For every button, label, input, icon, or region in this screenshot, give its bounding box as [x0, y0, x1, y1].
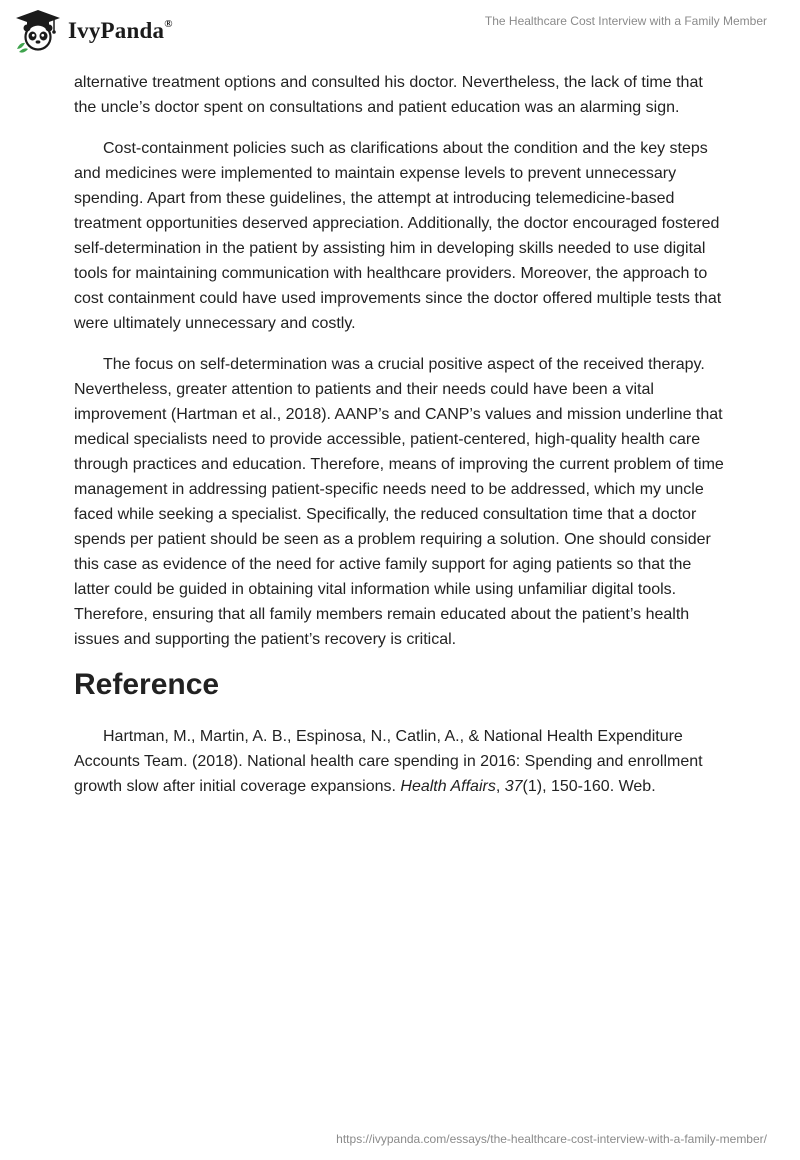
reference-heading: Reference [74, 668, 220, 701]
paragraph-self-determination: The focus on self-determination was a crucial positive aspect of the received therapy. Nevertheless, greater attention to patients and their needs could have been a vital improvement (Hartman et al., 2018). AANP’s and CANP’s values and mission underline that medical specialists need to provide accessible, patient-centered, high-quality health care through practices and education. Therefore, means of improving the current problem of time management in addressing patient-specific needs need to be addressed, which my uncle faced while seeking a specialist. Specifically, the reduced consultation time that a doctor spends per patient should be seen as a problem requiring a solution. One should consider this case as evidence of the need for active family support for aging patients so that the latter could be guided in obtaining vital information while using unfamiliar digital tools. Therefore, ensuring that all family members remain educated about the patient’s health issues and supporting the patient’s recovery is critical. [74, 356, 724, 648]
journal-volume: 37 [504, 778, 523, 795]
document-title: The Healthcare Cost Interview with a Family Member [484, 14, 767, 28]
paragraph-cost-containment: Cost-containment policies such as clarifications about the condition and the key steps and medicines were implemented to maintain expense levels to prevent unnecessary spending. Apart from these guidelines, the attempt at introducing telemedicine-based treatment opportunities deserved appreciation. Additionally, the doctor encouraged fostered self-determination in the patient by assisting him in developing skills needed to use digital tools for maintaining communication with healthcare providers. Moreover, the approach to cost containment could have used improvements since the doctor offered multiple tests that were ultimately unnecessary and costly. [74, 140, 722, 332]
journal-title: Health Affairs [400, 778, 496, 795]
essay-content [74, 70, 724, 815]
panda-graduate-icon [14, 9, 62, 53]
reference-entry: Hartman, M., Martin, A. B., Espinosa, N., Catlin, A., & National Health Expenditure Accounts Team. (2018). National health care spending in 2016: Spending and enrollment growth slow after initial coverage expansions. Health Affairs, 37(1), 150-160. Web. [74, 728, 703, 795]
page-header [0, 0, 800, 62]
brand-name: IvyPanda® [68, 18, 173, 43]
paragraph-continued: alternative treatment options and consulted his doctor. Nevertheless, the lack of time that the uncle’s doctor spent on consultations and patient education was an alarming sign. [74, 74, 703, 116]
brand-logo[interactable] [14, 9, 173, 53]
source-url[interactable]: https://ivypanda.com/essays/the-healthcare-cost-interview-with-a-family-member/ [336, 1132, 767, 1146]
